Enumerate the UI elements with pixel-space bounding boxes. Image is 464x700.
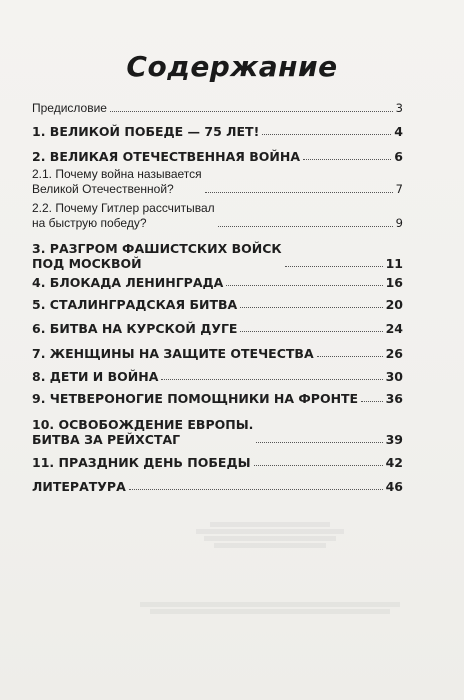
toc-entry[interactable] <box>32 124 403 139</box>
dot-leader <box>317 356 383 357</box>
dot-leader <box>256 442 382 443</box>
toc-entry-page: 30 <box>385 369 403 384</box>
show-through-imprint-bottom <box>140 600 400 616</box>
toc-entry-page: 26 <box>385 346 403 361</box>
toc-entry-page: 4 <box>394 124 403 139</box>
toc-entry-page: 24 <box>385 321 403 336</box>
toc-entry-label: 3. РАЗГРОМ ФАШИСТСКИХ ВОЙСК ПОД МОСКВОЙ <box>32 241 282 271</box>
toc-entry-label: ЛИТЕРАТУРА <box>32 479 126 494</box>
toc-entry-label: 5. СТАЛИНГРАДСКАЯ БИТВА <box>32 297 238 312</box>
dot-leader <box>262 134 391 135</box>
toc-entry-label: 7. ЖЕНЩИНЫ НА ЗАЩИТЕ ОТЕЧЕСТВА <box>32 346 314 361</box>
toc-entry-page: 6 <box>394 149 403 164</box>
toc-entry-label: 2. ВЕЛИКАЯ ОТЕЧЕСТВЕННАЯ ВОЙНА <box>32 149 300 164</box>
toc-entry-label: 6. БИТВА НА КУРСКОЙ ДУГЕ <box>32 321 238 336</box>
toc-entry[interactable] <box>32 479 403 494</box>
dot-leader <box>303 159 391 160</box>
toc-entry-page: 20 <box>385 297 403 312</box>
toc-entry[interactable] <box>32 455 403 470</box>
toc-entry-page: 3 <box>395 101 403 115</box>
toc-entry-label: 2.2. Почему Гитлер рассчитывал на быструю победу? <box>32 201 215 230</box>
toc-entry-label: 4. БЛОКАДА ЛЕНИНГРАДА <box>32 275 224 290</box>
toc-entry-page: 36 <box>385 391 403 406</box>
toc-entry-label: 11. ПРАЗДНИК ДЕНЬ ПОБЕДЫ <box>32 455 251 470</box>
toc-entry[interactable] <box>32 201 403 231</box>
toc-entry[interactable] <box>32 369 403 384</box>
toc-entry-page: 7 <box>395 182 403 196</box>
toc-entry-page: 42 <box>385 455 403 470</box>
toc-entry-label: 10. ОСВОБОЖДЕНИЕ ЕВРОПЫ. БИТВА ЗА РЕЙХСТАГ <box>32 417 254 447</box>
toc-entry[interactable] <box>32 297 403 312</box>
toc-entry[interactable] <box>32 346 403 361</box>
dot-leader <box>285 266 383 267</box>
dot-leader <box>240 307 382 308</box>
dot-leader <box>110 111 393 112</box>
toc-entry-page: 16 <box>385 275 403 290</box>
toc-entry-label: 8. ДЕТИ И ВОЙНА <box>32 369 159 384</box>
dot-leader <box>254 465 383 466</box>
dot-leader <box>129 489 383 490</box>
dot-leader <box>240 331 382 332</box>
toc-entry[interactable] <box>32 417 403 447</box>
dot-leader <box>226 285 382 286</box>
toc-entry[interactable] <box>32 275 403 290</box>
toc-entry-label: 1. ВЕЛИКОЙ ПОБЕДЕ — 75 ЛЕТ! <box>32 124 260 139</box>
toc-entry-page: 9 <box>395 216 403 230</box>
page-title: Содержание <box>126 50 338 83</box>
dot-leader <box>161 379 382 380</box>
toc-entry[interactable] <box>32 321 403 336</box>
dot-leader <box>205 192 393 193</box>
dot-leader <box>218 226 393 227</box>
toc-entry-label: 9. ЧЕТВЕРОНОГИЕ ПОМОЩНИКИ НА ФРОНТЕ <box>32 391 359 406</box>
toc-entry[interactable] <box>32 149 403 164</box>
toc-entry-page: 46 <box>385 479 403 494</box>
toc-entry-page: 11 <box>385 256 403 271</box>
dot-leader <box>361 401 382 402</box>
toc-entry[interactable] <box>32 391 403 406</box>
toc-entry[interactable] <box>32 167 403 197</box>
toc-entry-page: 39 <box>385 432 403 447</box>
toc-entry-label: 2.1. Почему война называется Великой Отечественной? <box>32 167 202 196</box>
toc-entry-label: Предисловие <box>32 101 107 115</box>
show-through-imprint-top <box>190 520 350 550</box>
toc-entry[interactable] <box>32 241 403 271</box>
toc-entry[interactable] <box>32 101 403 116</box>
